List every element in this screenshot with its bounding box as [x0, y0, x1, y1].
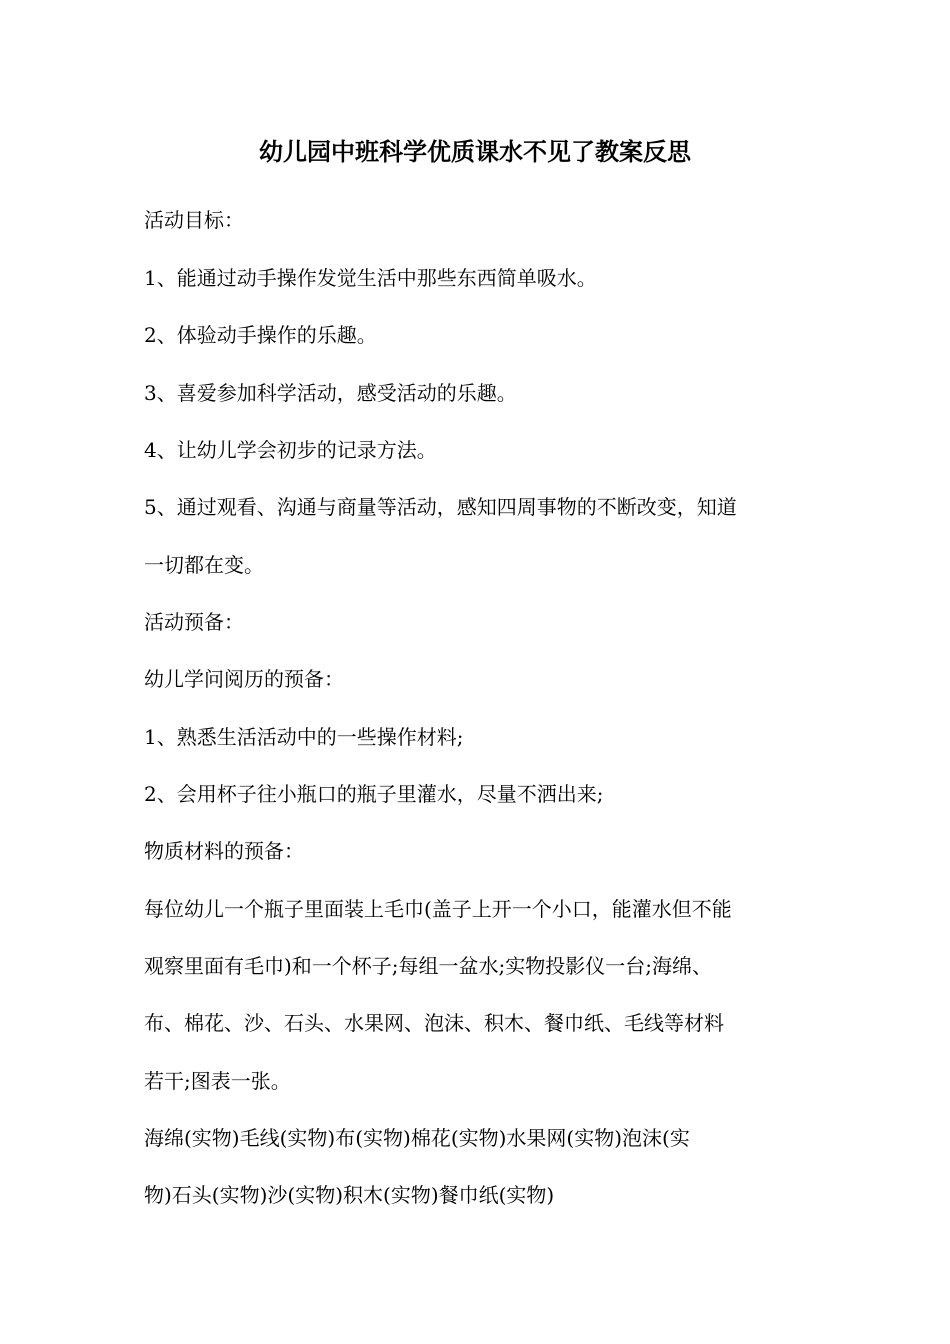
subheading-material-preparation: 物质材料的预备： [144, 839, 304, 863]
goal-item-4: 4、让幼儿学会初步的记录方法。 [144, 438, 437, 462]
document-title: 幼儿园中班科学优质课水不见了教案反思 [259, 138, 691, 166]
goal-item-5-continued: 一切都在变。 [144, 553, 264, 577]
goal-item-1: 1、能通过动手操作发觉生活中那些东西简单吸水。 [144, 266, 597, 290]
materials-list-line-1: 海绵(实物)毛线(实物)布(实物)棉花(实物)水果网(实物)泡沫(实 [144, 1126, 690, 1150]
materials-paragraph-line-4: 若干;图表一张。 [144, 1069, 291, 1093]
subheading-knowledge-preparation: 幼儿学问阅历的预备： [144, 667, 344, 691]
materials-list-line-2: 物)石头(实物)沙(实物)积木(实物)餐巾纸(实物) [144, 1183, 555, 1207]
goal-item-3: 3、喜爱参加科学活动，感受活动的乐趣。 [144, 381, 517, 405]
goal-item-2: 2、体验动手操作的乐趣。 [144, 323, 377, 347]
materials-paragraph-line-2: 观察里面有毛巾)和一个杯子;每组一盆水;实物投影仪一台;海绵、 [144, 954, 713, 978]
section-heading-activity-goals: 活动目标： [144, 208, 244, 232]
materials-paragraph-line-1: 每位幼儿一个瓶子里面装上毛巾(盖子上开一个小口，能灌水但不能 [144, 897, 732, 921]
goal-item-5: 5、通过观看、沟通与商量等活动，感知四周事物的不断改变，知道 [144, 495, 737, 519]
preparation-item-2: 2、会用杯子往小瓶口的瓶子里灌水，尽量不洒出来; [144, 782, 604, 806]
section-heading-activity-preparation: 活动预备： [144, 610, 244, 634]
materials-paragraph-line-3: 布、棉花、沙、石头、水果网、泡沫、积木、餐巾纸、毛线等材料 [144, 1011, 724, 1035]
preparation-item-1: 1、熟悉生活活动中的一些操作材料; [144, 725, 464, 749]
